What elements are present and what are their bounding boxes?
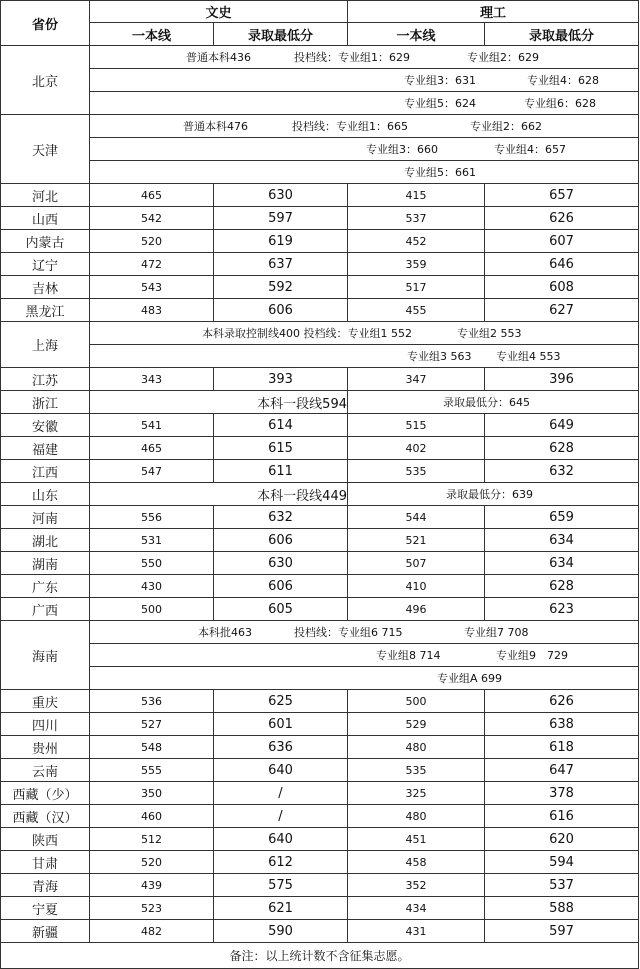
province-zhejiang: 浙江 <box>0 391 90 414</box>
shandong-yiduan-line: 本科一段线449 <box>90 483 348 506</box>
wenshi-min-score-cell: 611 <box>214 460 348 483</box>
province-shandong: 山东 <box>0 483 90 506</box>
beijing-group3: 专业组3：631 <box>404 74 476 87</box>
wenshi-yibenxian-cell: 430 <box>90 575 214 598</box>
ligong-yibenxian-cell: 402 <box>348 437 485 460</box>
hainan-general-line: 本科批463 <box>198 626 252 639</box>
ligong-yibenxian-cell: 537 <box>348 207 485 230</box>
beijing-group5: 专业组5：624 <box>404 97 476 110</box>
province-cell: 江苏 <box>0 368 90 391</box>
ligong-yibenxian-cell: 455 <box>348 299 485 322</box>
ligong-min-score-cell: 396 <box>485 368 639 391</box>
wenshi-yibenxian-cell: 547 <box>90 460 214 483</box>
ligong-yibenxian-cell: 521 <box>348 529 485 552</box>
wenshi-min-score-cell: 619 <box>214 230 348 253</box>
province-cell: 西藏（汉） <box>0 805 90 828</box>
wenshi-yibenxian-cell: 531 <box>90 529 214 552</box>
province-hainan: 海南 <box>0 621 90 690</box>
wenshi-min-score-cell: 590 <box>214 920 348 943</box>
wenshi-min-score-cell: 601 <box>214 713 348 736</box>
hainan-group7: 专业组7 708 <box>464 626 529 639</box>
header-wenshi-min-score: 录取最低分 <box>214 23 348 46</box>
ligong-min-score-cell: 597 <box>485 920 639 943</box>
wenshi-yibenxian-cell: 536 <box>90 690 214 713</box>
wenshi-yibenxian-cell: 555 <box>90 759 214 782</box>
province-shanghai: 上海 <box>0 322 90 368</box>
province-cell: 湖南 <box>0 552 90 575</box>
ligong-min-score-cell: 649 <box>485 414 639 437</box>
shanghai-group4: 专业组4 553 <box>496 350 561 363</box>
province-cell: 安徽 <box>0 414 90 437</box>
wenshi-min-score-cell: 614 <box>214 414 348 437</box>
wenshi-yibenxian-cell: 550 <box>90 552 214 575</box>
ligong-yibenxian-cell: 500 <box>348 690 485 713</box>
province-cell: 江西 <box>0 460 90 483</box>
province-cell: 云南 <box>0 759 90 782</box>
wenshi-min-score-cell: 606 <box>214 575 348 598</box>
ligong-yibenxian-cell: 507 <box>348 552 485 575</box>
province-beijing: 北京 <box>0 46 90 115</box>
ligong-min-score-cell: 607 <box>485 230 639 253</box>
province-cell: 重庆 <box>0 690 90 713</box>
province-cell: 贵州 <box>0 736 90 759</box>
province-cell: 广东 <box>0 575 90 598</box>
wenshi-yibenxian-cell: 543 <box>90 276 214 299</box>
beijing-group2: 专业组2：629 <box>467 51 539 64</box>
ligong-min-score-cell: 646 <box>485 253 639 276</box>
ligong-yibenxian-cell: 529 <box>348 713 485 736</box>
wenshi-min-score-cell: 393 <box>214 368 348 391</box>
wenshi-min-score-cell: 612 <box>214 851 348 874</box>
province-cell: 河北 <box>0 184 90 207</box>
wenshi-yibenxian-cell: 527 <box>90 713 214 736</box>
wenshi-min-score-cell: 630 <box>214 552 348 575</box>
header-ligong-yibenxian: 一本线 <box>348 23 485 46</box>
header-ligong: 理工 <box>348 0 639 23</box>
tianjin-line-3 <box>90 161 639 184</box>
ligong-min-score-cell: 626 <box>485 690 639 713</box>
ligong-min-score-cell: 628 <box>485 575 639 598</box>
hainan-group8: 专业组8 714 <box>376 649 441 662</box>
wenshi-min-score-cell: / <box>214 782 348 805</box>
wenshi-min-score-cell: 597 <box>214 207 348 230</box>
province-cell: 陕西 <box>0 828 90 851</box>
tianjin-group3: 专业组3：660 <box>366 143 438 156</box>
beijing-group6: 专业组6：628 <box>524 97 596 110</box>
ligong-min-score-cell: 594 <box>485 851 639 874</box>
ligong-yibenxian-cell: 515 <box>348 414 485 437</box>
beijing-group4: 专业组4：628 <box>527 74 599 87</box>
header-wenshi-yibenxian: 一本线 <box>90 23 214 46</box>
wenshi-yibenxian-cell: 465 <box>90 184 214 207</box>
wenshi-yibenxian-cell: 500 <box>90 598 214 621</box>
ligong-yibenxian-cell: 544 <box>348 506 485 529</box>
ligong-min-score-cell: 620 <box>485 828 639 851</box>
wenshi-min-score-cell: 636 <box>214 736 348 759</box>
wenshi-min-score-cell: 637 <box>214 253 348 276</box>
wenshi-min-score-cell: 605 <box>214 598 348 621</box>
province-cell: 甘肃 <box>0 851 90 874</box>
ligong-min-score-cell: 627 <box>485 299 639 322</box>
zhejiang-yiduan-line: 本科一段线594 <box>90 391 348 414</box>
wenshi-yibenxian-cell: 542 <box>90 207 214 230</box>
ligong-yibenxian-cell: 434 <box>348 897 485 920</box>
ligong-min-score-cell: 638 <box>485 713 639 736</box>
ligong-min-score-cell: 608 <box>485 276 639 299</box>
ligong-min-score-cell: 616 <box>485 805 639 828</box>
ligong-yibenxian-cell: 359 <box>348 253 485 276</box>
wenshi-yibenxian-cell: 350 <box>90 782 214 805</box>
province-tianjin: 天津 <box>0 115 90 184</box>
hainan-group6: 投档线：专业组6 715 <box>294 626 403 639</box>
ligong-yibenxian-cell: 480 <box>348 805 485 828</box>
ligong-yibenxian-cell: 452 <box>348 230 485 253</box>
wenshi-min-score-cell: 606 <box>214 529 348 552</box>
ligong-yibenxian-cell: 415 <box>348 184 485 207</box>
ligong-yibenxian-cell: 535 <box>348 759 485 782</box>
wenshi-min-score-cell: 592 <box>214 276 348 299</box>
wenshi-yibenxian-cell: 439 <box>90 874 214 897</box>
ligong-min-score-cell: 659 <box>485 506 639 529</box>
tianjin-group4: 专业组4：657 <box>494 143 566 156</box>
wenshi-min-score-cell: 640 <box>214 828 348 851</box>
province-cell: 黑龙江 <box>0 299 90 322</box>
wenshi-yibenxian-cell: 483 <box>90 299 214 322</box>
ligong-min-score-cell: 623 <box>485 598 639 621</box>
hainan-group9: 专业组9 729 <box>496 649 568 662</box>
ligong-min-score-cell: 618 <box>485 736 639 759</box>
province-cell: 宁夏 <box>0 897 90 920</box>
wenshi-yibenxian-cell: 523 <box>90 897 214 920</box>
province-cell: 青海 <box>0 874 90 897</box>
tianjin-group2: 专业组2：662 <box>470 120 542 133</box>
wenshi-min-score-cell: 615 <box>214 437 348 460</box>
wenshi-yibenxian-cell: 465 <box>90 437 214 460</box>
beijing-group1: 投档线：专业组1：629 <box>294 51 410 64</box>
province-cell: 吉林 <box>0 276 90 299</box>
wenshi-yibenxian-cell: 512 <box>90 828 214 851</box>
wenshi-yibenxian-cell: 520 <box>90 851 214 874</box>
province-cell: 山西 <box>0 207 90 230</box>
province-cell: 湖北 <box>0 529 90 552</box>
ligong-yibenxian-cell: 347 <box>348 368 485 391</box>
ligong-yibenxian-cell: 352 <box>348 874 485 897</box>
footnote: 备注：以上统计数不含征集志愿。 <box>0 943 639 969</box>
ligong-min-score-cell: 647 <box>485 759 639 782</box>
header-ligong-min-score: 录取最低分 <box>485 23 639 46</box>
ligong-yibenxian-cell: 496 <box>348 598 485 621</box>
header-wenshi: 文史 <box>90 0 348 23</box>
wenshi-min-score-cell: 625 <box>214 690 348 713</box>
ligong-min-score-cell: 632 <box>485 460 639 483</box>
ligong-min-score-cell: 657 <box>485 184 639 207</box>
ligong-min-score-cell: 537 <box>485 874 639 897</box>
ligong-min-score-cell: 634 <box>485 552 639 575</box>
province-cell: 广西 <box>0 598 90 621</box>
ligong-yibenxian-cell: 517 <box>348 276 485 299</box>
ligong-min-score-cell: 628 <box>485 437 639 460</box>
wenshi-yibenxian-cell: 541 <box>90 414 214 437</box>
province-cell: 四川 <box>0 713 90 736</box>
wenshi-min-score-cell: / <box>214 805 348 828</box>
wenshi-yibenxian-cell: 460 <box>90 805 214 828</box>
zhejiang-min-score: 录取最低分：645 <box>348 391 639 414</box>
ligong-yibenxian-cell: 480 <box>348 736 485 759</box>
province-cell: 内蒙古 <box>0 230 90 253</box>
beijing-general-line: 普通本科436 <box>186 51 251 64</box>
wenshi-yibenxian-cell: 548 <box>90 736 214 759</box>
wenshi-min-score-cell: 630 <box>214 184 348 207</box>
wenshi-yibenxian-cell: 520 <box>90 230 214 253</box>
wenshi-min-score-cell: 640 <box>214 759 348 782</box>
wenshi-yibenxian-cell: 482 <box>90 920 214 943</box>
shanghai-group2: 专业组2 553 <box>457 327 522 340</box>
ligong-min-score-cell: 588 <box>485 897 639 920</box>
ligong-min-score-cell: 626 <box>485 207 639 230</box>
ligong-yibenxian-cell: 451 <box>348 828 485 851</box>
wenshi-yibenxian-cell: 556 <box>90 506 214 529</box>
province-cell: 福建 <box>0 437 90 460</box>
wenshi-min-score-cell: 606 <box>214 299 348 322</box>
ligong-yibenxian-cell: 458 <box>348 851 485 874</box>
tianjin-general-line: 普通本科476 <box>183 120 248 133</box>
province-cell: 西藏（少） <box>0 782 90 805</box>
wenshi-yibenxian-cell: 472 <box>90 253 214 276</box>
ligong-min-score-cell: 634 <box>485 529 639 552</box>
shanghai-group3: 专业组3 563 <box>407 350 472 363</box>
shandong-min-score: 录取最低分：639 <box>348 483 639 506</box>
tianjin-group5: 专业组5：661 <box>404 166 476 179</box>
wenshi-min-score-cell: 632 <box>214 506 348 529</box>
wenshi-min-score-cell: 621 <box>214 897 348 920</box>
ligong-yibenxian-cell: 431 <box>348 920 485 943</box>
wenshi-min-score-cell: 575 <box>214 874 348 897</box>
header-province: 省份 <box>0 0 90 46</box>
ligong-yibenxian-cell: 535 <box>348 460 485 483</box>
province-cell: 新疆 <box>0 920 90 943</box>
ligong-yibenxian-cell: 410 <box>348 575 485 598</box>
hainan-groupA: 专业组A 699 <box>437 672 503 685</box>
hainan-line-3 <box>90 667 639 690</box>
ligong-min-score-cell: 378 <box>485 782 639 805</box>
tianjin-group1: 投档线：专业组1：665 <box>292 120 408 133</box>
wenshi-yibenxian-cell: 343 <box>90 368 214 391</box>
province-cell: 辽宁 <box>0 253 90 276</box>
ligong-yibenxian-cell: 325 <box>348 782 485 805</box>
province-cell: 河南 <box>0 506 90 529</box>
shanghai-control-line: 本科录取控制线400 投档线：专业组1 552 <box>202 327 412 340</box>
